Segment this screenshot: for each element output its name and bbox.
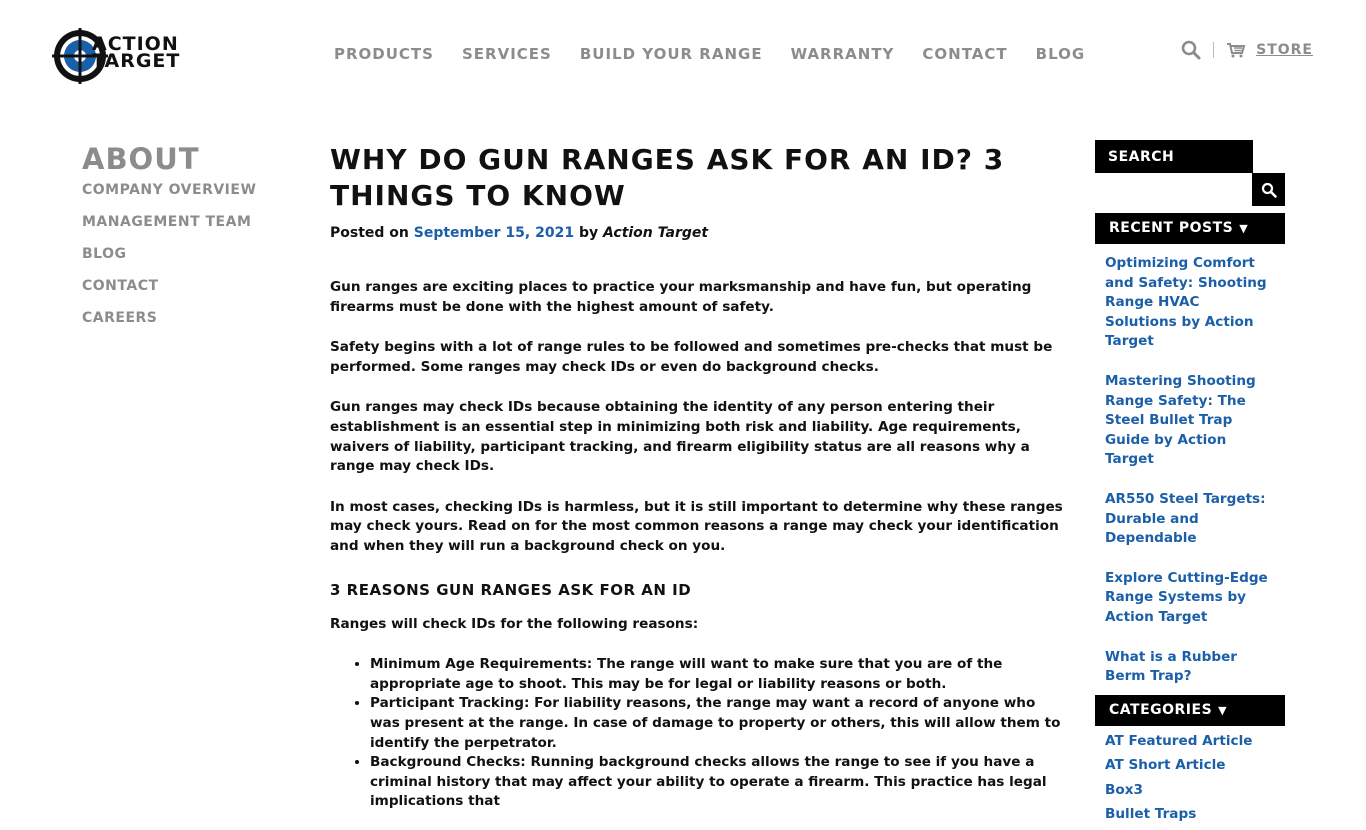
recent-posts-label: RECENT POSTS — [1109, 220, 1234, 236]
article — [330, 142, 1065, 812]
category-link[interactable]: Bullet Traps — [1105, 806, 1197, 823]
search-submit-button[interactable] — [1252, 173, 1285, 206]
reasons-list — [330, 655, 1065, 812]
blog-sidebar — [1095, 140, 1285, 830]
recent-post-link[interactable]: AR550 Steel Targets: Durable and Dependable — [1105, 490, 1266, 547]
nav-services[interactable]: SERVICES — [461, 45, 552, 63]
sidebar-item-management-team[interactable]: MANAGEMENT TEAM — [82, 214, 252, 230]
search-label[interactable]: SEARCH — [1095, 140, 1253, 173]
caret-down-icon: ▼ — [1239, 222, 1249, 235]
cart-icon — [1226, 42, 1246, 58]
store-label: STORE — [1256, 42, 1313, 58]
sidebar-search — [1095, 140, 1285, 206]
list-item: • Minimum Age Requirements: The range will want to make sure that you are of the appropriate age to shoot. This may be for legal or liability reasons or both. — [370, 655, 1065, 694]
nav-build-your-range[interactable]: BUILD YOUR RANGE — [579, 45, 763, 63]
main-nav — [334, 45, 1085, 63]
recent-post-link[interactable]: Explore Cutting-Edge Range Systems by Action Target — [1105, 569, 1268, 625]
caret-down-icon: ▼ — [1218, 703, 1228, 717]
sidebar-item-blog[interactable]: BLOG — [82, 246, 127, 262]
list-item: • Background Checks: Running background checks allows the range to see if you have a criminal history that may affect your ability to operate a firearm. This practice has legal implications that — [370, 753, 1065, 812]
recent-posts-list — [1095, 244, 1285, 687]
article-meta — [330, 225, 1065, 241]
post-author: Action Target — [602, 225, 709, 241]
article-paragraph-3: Gun ranges may check IDs because obtaining the identity of any person entering their establishment is an essential step in minimizing both risk and liability. Age requirements, waivers of liability, participant tracking, and firearm eligibility status are all reasons why a range may check IDs. — [330, 399, 1030, 475]
category-link[interactable]: AT Short Article — [1105, 757, 1226, 774]
header-tools — [1181, 40, 1313, 60]
nav-blog[interactable]: BLOG — [1035, 45, 1086, 63]
logo-line-1: ACTION — [92, 33, 179, 55]
nav-products[interactable]: PRODUCTS — [334, 45, 434, 63]
sidebar-item-contact[interactable]: CONTACT — [82, 278, 159, 294]
sidebar-item-company-overview[interactable]: COMPANY OVERVIEW — [82, 182, 257, 198]
category-link[interactable]: AT Featured Article — [1105, 732, 1253, 749]
by-label: by — [578, 225, 599, 241]
article-list-lead: Ranges will check IDs for the following reasons: — [330, 615, 699, 632]
article-title: WHY DO GUN RANGES ASK FOR AN ID? 3 THINGS TO KNOW — [330, 143, 1005, 212]
logo-text — [92, 33, 181, 72]
list-item: • Participant Tracking: For liability reasons, the range may want a record of anyone who was present at the range. In case of damage to property or others, this will allow them to identify the perpetrator. — [370, 694, 1065, 753]
logo-line-2: TARGET — [92, 50, 181, 72]
article-paragraph-4: In most cases, checking IDs is harmless, but it is still important to determine why these ranges may check yours. Read on for the most common reasons a range may check your identification and when they will run a background check on you. — [330, 498, 1063, 554]
categories-list — [1095, 726, 1285, 825]
recent-post-link[interactable]: What is a Rubber Berm Trap? — [1105, 648, 1237, 685]
search-icon — [1261, 182, 1277, 198]
article-paragraph-2: Safety begins with a lot of range rules to be followed and sometimes pre-checks that must be performed. Some ranges may check IDs or even do background checks. — [330, 339, 1053, 375]
recent-posts-header[interactable] — [1095, 213, 1285, 244]
article-subheading: 3 REASONS GUN RANGES ASK FOR AN ID — [330, 580, 692, 599]
nav-contact[interactable]: CONTACT — [922, 45, 1008, 63]
logo[interactable] — [52, 28, 212, 84]
categories-header[interactable] — [1095, 695, 1285, 726]
category-link[interactable]: Box3 — [1105, 781, 1143, 798]
site-header — [0, 0, 1366, 110]
posted-on-label: Posted on — [330, 225, 409, 241]
sidebar-title: ABOUT — [82, 142, 200, 176]
nav-warranty[interactable]: WARRANTY — [790, 45, 895, 63]
categories-label: CATEGORIES — [1109, 701, 1213, 718]
sidebar-item-careers[interactable]: CAREERS — [82, 310, 158, 326]
header-divider — [1213, 42, 1214, 58]
article-paragraph-1: Gun ranges are exciting places to practice your marksmanship and have fun, but operating firearms must be done with the highest amount of safety. — [330, 279, 1032, 315]
about-sidebar — [82, 142, 302, 342]
search-icon[interactable] — [1181, 40, 1201, 60]
recent-post-link[interactable]: Optimizing Comfort and Safety: Shooting Range HVAC Solutions by Action Target — [1105, 255, 1267, 350]
store-link[interactable] — [1226, 42, 1313, 58]
recent-post-link[interactable]: Mastering Shooting Range Safety: The Steel Bullet Trap Guide by Action Target — [1105, 372, 1256, 468]
post-date-link[interactable]: September 15, 2021 — [413, 225, 575, 241]
